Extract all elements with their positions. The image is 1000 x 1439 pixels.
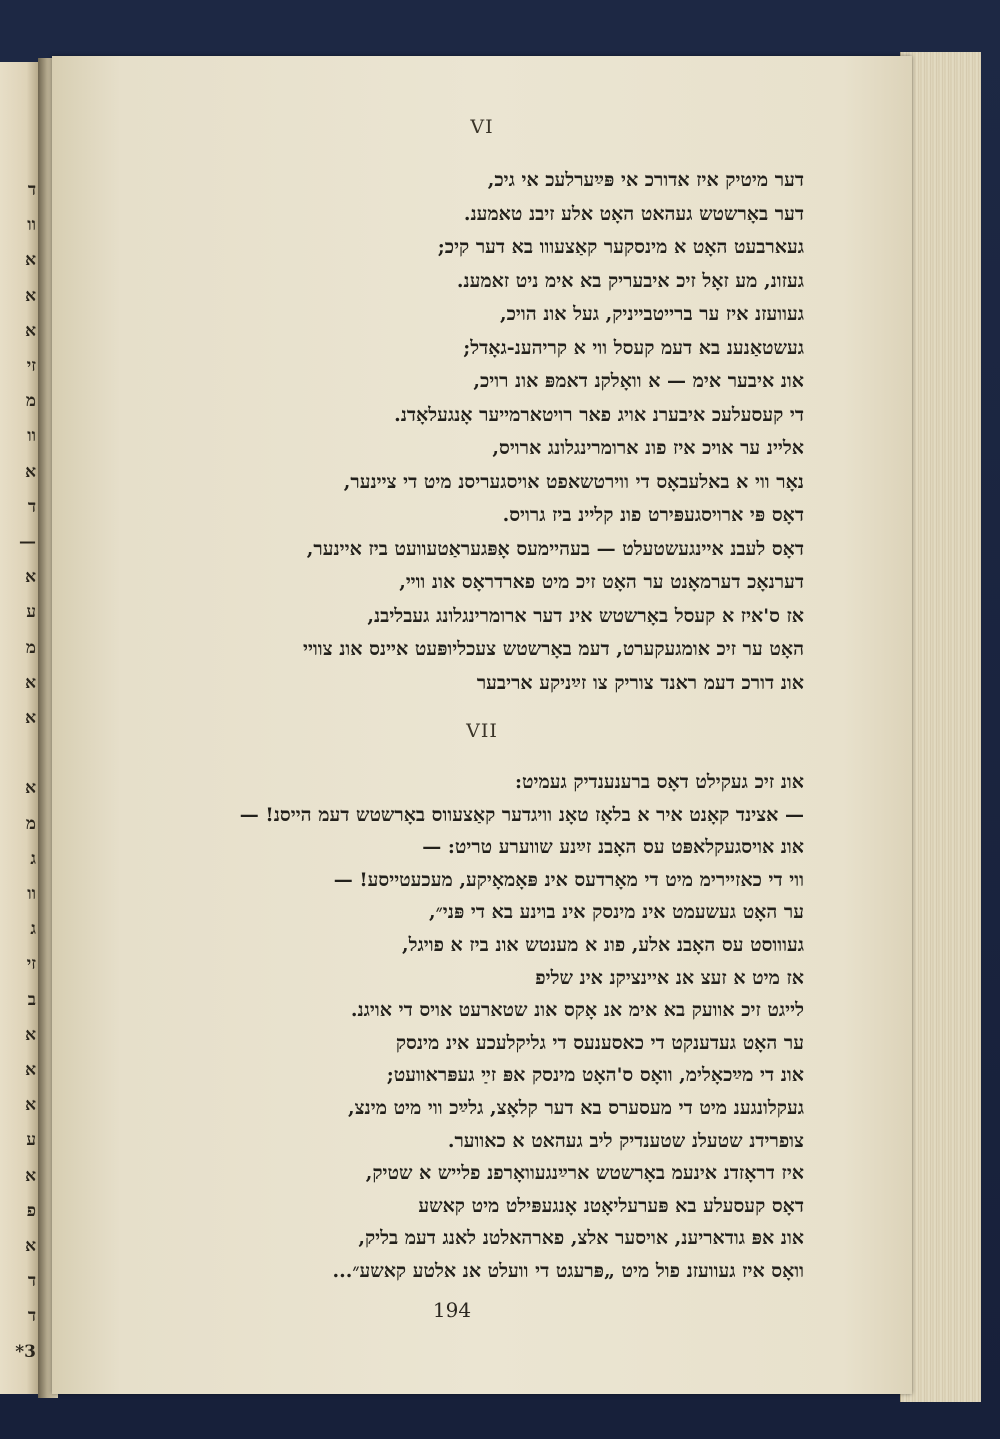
section-heading-vi: VI (470, 116, 494, 138)
left-page-fragment: א (25, 708, 36, 728)
poem-line: נאָר ווי א באלעבאָס די ווירטשאפט אויסגעריסנ מיט די ציינער, (343, 470, 804, 493)
poem-line: דער באָרשטש געהאט האָט אלע זיבנ טאמענ. (463, 202, 804, 225)
page-number: 194 (432, 1298, 472, 1322)
poem-line: געשטאַנענ בא דעמ קעסל ווי א קריהענ-גאָדל; (463, 336, 804, 359)
left-page-fragment: פ (26, 1200, 36, 1221)
poem-line: אז ס'איז א קעסל באָרשטש אינ דער ארומרינגלונג געבליבנ, (367, 604, 804, 627)
poem-line: אונ איבער אימ — א וואָלקנ דאמפּ אונ רויכ, (473, 370, 804, 392)
left-page-fragment: מ (25, 813, 36, 834)
poem-line: לייגט זיכ אוועק בא אימ אנ אָקס אונ שטארעט אויס די אויגנ. (350, 999, 804, 1022)
poem-line: געוווסט עס האָבנ אלע, פונ א מענטש אונ ביז א פויגל, (401, 934, 804, 956)
left-page-fragment: ב (27, 989, 36, 1010)
left-page-fragment (2, 743, 36, 763)
left-page-fragment: א (25, 250, 36, 271)
poem-line: געארבעט האָט א מינסקער קאַצעווו בא דער קיכ; (437, 236, 804, 258)
left-page-fragment: מ (25, 637, 36, 658)
poem-line: געקלונגענ מיט די מעסערס בא דער קלאָצ, גלײַכ ווי מיט מינצ, (347, 1097, 804, 1119)
left-page-fragment: א (25, 1165, 36, 1186)
left-page-fragment: ד (27, 1271, 36, 1292)
left-page-fragment: א (25, 1236, 36, 1256)
poem-line: האָט ער זיכ אומגעקערט, דעמ באָרשטש צעכליופּעט איינס אונ צוויי (302, 638, 804, 660)
left-page-fragment: ע (26, 602, 36, 623)
left-page-fragment: ד (27, 180, 36, 200)
poem-line: אז מיט א זעצ אנ איינציקנ אינ שליפ (535, 966, 804, 989)
left-page-fragment: ד (27, 1306, 36, 1327)
left-page-fragment: זי (26, 356, 36, 376)
poem-line: דער מיטיק איז אדורכ אי פּײַערלעכ אי גיכ, (487, 169, 804, 191)
poem-line: ער האָט געדענקט די כאסענעס די גליקלעכע אינ מינסק (395, 1031, 804, 1054)
section-heading-vii: VII (466, 720, 498, 742)
poem-line: אונ זיכ געקילט דאָס ברענענדיק געמיט: (515, 771, 804, 793)
left-page-fragment: ג (30, 848, 36, 869)
left-page-fragment: וו (27, 426, 36, 447)
left-page-fragment: וו (27, 884, 36, 904)
poem-line: צופרידנ שטעלנ שטענדיק ליב געהאט א כאווער. (447, 1129, 804, 1152)
left-page-edge (0, 62, 40, 1394)
left-page-fragment: — (19, 532, 36, 552)
poem-line: ווי די כאזיירימ מיט די מאָרדעס אינ פּאָמאָיקע, מעכעטייסע! — (333, 868, 804, 891)
right-page (52, 56, 912, 1394)
poem-line: געוועזנ איז ער ברייטבייניק, געל אונ הויכ, (499, 303, 804, 325)
poem-line: וואָס איז געוועזנ פול מיט „פּרעגט די וועלט אנ אלטע קאשע״... (332, 1260, 804, 1282)
poem-line: געזונ, מע זאָל זיכ איבעריק בא אימ ניט זאמענ. (456, 269, 804, 292)
left-page-fragment: מ (25, 391, 36, 412)
left-page-fragment: ג (30, 919, 36, 940)
left-page-fragment: א (25, 1024, 36, 1045)
left-page-fragment: א (25, 567, 36, 588)
poem-line: אונ אויסגעקלאפּט עס האָבנ זײַנע שווערע טריט: — (422, 836, 804, 859)
left-page-fragment: ד (27, 496, 36, 517)
left-page-fragment: זי (26, 954, 36, 975)
poem-line: דאָס לעבנ איינגעשטעלט — בעהיימעס אָפּגעראַטעוועט ביז איינער, (306, 537, 804, 560)
poem-line: — אצינד קאָנט איר א בלאָז טאָנ וויגדער קאַצעווס באָרשטש דעמ הייסנ! — (239, 803, 804, 826)
left-page-fragment: א (25, 1060, 36, 1080)
left-page-fragment: 3* (15, 1341, 36, 1362)
left-page-fragment: ע (26, 1130, 36, 1151)
poem-line: איז דראָזדנ אינעמ באָרשטש ארײַנגעוואָרפנ פלייש א שטיק, (365, 1162, 804, 1185)
left-page-fragment: א (25, 285, 36, 306)
poem-line: אונ די מײַכאָלימ, וואָס ס'האָט מינסק אפּ זײַ געפּראוועט; (386, 1064, 804, 1087)
poem-line: ער האָט געשעמט אינ מינסק אינ בוינע בא די פּני״, (428, 901, 804, 924)
poem-line: אליינ ער אויכ איז פונ ארומרינגלונג ארויס, (492, 437, 804, 459)
poem-line: דערנאָכ דערמאָנט ער האָט זיכ מיט פארדראָס אונ ווײ, (399, 571, 804, 593)
poem-line: אונ אפּ גודאריענ, אויסער אלצ, פארהאלטנ לאנג דעמ בליק, (358, 1227, 804, 1250)
left-page-fragment: א (25, 1095, 36, 1116)
poem-line: דאָס קעסעלע בא פּערעליאָטנ אָנגעפּילט מיט קאשע (418, 1194, 804, 1217)
left-page-fragment: א (25, 778, 36, 799)
poem-line: די קעסעלעכ איבערנ אויג פאר רויטארמייער אָנגעלאָדנ. (394, 403, 804, 426)
poem-line: אונ דורכ דעמ ראנד צוריק צו זײַניקע אריבער (476, 671, 804, 694)
poem-line: דאָס פּי ארויסגעפּירט פונ קליינ ביז גרויס. (502, 504, 804, 526)
page-block-edges (900, 52, 981, 1402)
left-page-fragment: א (25, 672, 36, 693)
left-page-fragment: א (25, 461, 36, 482)
left-page-fragment: א (25, 320, 36, 341)
left-page-fragment: וו (27, 215, 36, 236)
